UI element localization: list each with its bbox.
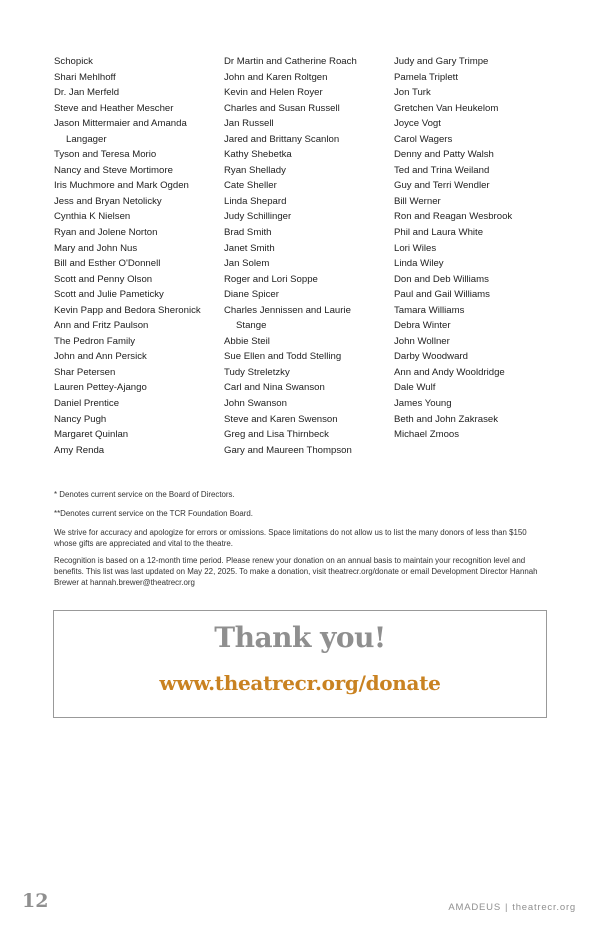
donor-name: [224, 303, 392, 334]
donor-name-line: Brad Smith: [224, 227, 272, 239]
donor-name: [224, 101, 392, 117]
donor-name-line: John and Ann Persick: [54, 351, 147, 363]
donor-name: [394, 427, 562, 443]
thank-you-box: [53, 610, 547, 718]
donor-name-line: Shar Petersen: [54, 366, 116, 378]
donor-name-line: John Wollner: [394, 335, 450, 347]
donor-name: [54, 349, 222, 365]
site-link[interactable]: theatrecr.org: [512, 902, 576, 913]
donor-name: [54, 318, 222, 334]
donor-name-line: Judy and Gary Trimpe: [394, 56, 489, 67]
donor-name: [224, 147, 392, 163]
donor-name-line: Charles Jennissen and Laurie: [224, 304, 351, 316]
donate-link[interactable]: www.theatrecr.org/donate: [159, 671, 441, 695]
donor-name: [54, 147, 222, 163]
donor-name-line: Paul and Gail Williams: [394, 289, 490, 301]
donor-name-line: Diane Spicer: [224, 289, 279, 301]
donor-name: [224, 209, 392, 225]
donor-name-line: Gary and Maureen Thompson: [224, 444, 352, 456]
donor-name-line: Margaret Quinlan: [54, 429, 129, 441]
recognition-note: Recognition is based on a 12-month time period. Please renew your donation on an annual basis to maintain your recognition level and benefits. This list was last updated on May 22, 2025. To make a donation, visit theatrecr.org/donate or email Development Director Hannah Brewer at hannah.brewer@theatrecr.org: [54, 556, 538, 587]
donor-name: [224, 85, 392, 101]
donor-name: [224, 443, 392, 459]
donor-name: [54, 365, 222, 381]
donor-name-line: Bill Werner: [394, 195, 441, 207]
donor-name-line: Joyce Vogt: [394, 118, 441, 130]
donor-name-continuation: Langager: [66, 133, 107, 145]
donor-name: [54, 287, 222, 303]
donor-name: [54, 163, 222, 179]
donor-name: [224, 380, 392, 396]
donor-name: [54, 272, 222, 288]
donor-name-line: Jan Solem: [224, 258, 270, 270]
donor-name: [54, 101, 222, 117]
donor-name-line: Lauren Pettey-Ajango: [54, 382, 147, 394]
donor-name: [224, 396, 392, 412]
donor-name-line: Jared and Brittany Scanlon: [224, 133, 340, 145]
footnotes: [54, 489, 550, 596]
donor-name: [54, 70, 222, 86]
donor-name-line: Daniel Prentice: [54, 398, 120, 410]
donor-name: [394, 101, 562, 117]
donor-column-1: [54, 54, 222, 458]
donor-name-line: Gretchen Van Heukelom: [394, 102, 499, 114]
running-footer: [448, 902, 576, 913]
donor-name-line: Linda Shepard: [224, 195, 287, 207]
donor-name: [394, 303, 562, 319]
donor-name-line: Tudy Streletzky: [224, 366, 290, 378]
donor-name-line: Lori Wiles: [394, 242, 437, 254]
donor-name: [394, 380, 562, 396]
donor-name: [394, 256, 562, 272]
donor-name-line: Jon Turk: [394, 87, 431, 99]
donor-name-line: Steve and Heather Mescher: [54, 102, 174, 114]
donor-name-line: Ted and Trina Weiland: [394, 164, 490, 176]
donor-name: [394, 194, 562, 210]
donor-name: [54, 443, 222, 459]
donor-name-line: Ryan and Jolene Norton: [54, 227, 158, 239]
donor-name-line: Phil and Laura White: [394, 227, 484, 239]
donor-name: [224, 365, 392, 381]
donor-name-line: Dr Martin and Catherine Roach: [224, 56, 357, 67]
donor-name-line: Scott and Penny Olson: [54, 273, 153, 285]
donor-name: [54, 225, 222, 241]
foundation-footnote: **Denotes current service on the TCR Foundation Board.: [54, 509, 253, 518]
donor-name-line: Steve and Karen Swenson: [224, 413, 338, 425]
donor-name-line: Iris Muchmore and Mark Ogden: [54, 180, 189, 192]
donor-name-line: Beth and John Zakrasek: [394, 413, 498, 425]
donor-name: [54, 178, 222, 194]
donor-name: [224, 70, 392, 86]
donor-name-line: Ann and Fritz Paulson: [54, 320, 149, 332]
donor-name-line: Abbie Steil: [224, 335, 270, 347]
donor-name: [224, 427, 392, 443]
donor-name-line: Cate Sheller: [224, 180, 277, 192]
donor-name-line: Scott and Julie Pameticky: [54, 289, 164, 301]
board-footnote: * Denotes current service on the Board of Directors.: [54, 490, 235, 499]
donor-column-3: [394, 54, 562, 443]
donor-name-line: Carl and Nina Swanson: [224, 382, 325, 394]
donor-name: [224, 178, 392, 194]
donor-name-line: Tamara Williams: [394, 304, 465, 316]
donor-name: [224, 349, 392, 365]
donor-name-line: Jess and Bryan Netolicky: [54, 195, 162, 207]
donor-name: [394, 287, 562, 303]
donor-name: [394, 272, 562, 288]
donor-name-line: Amy Renda: [54, 444, 105, 456]
donor-name-line: Ryan Shellady: [224, 164, 286, 176]
donor-name-line: The Pedron Family: [54, 335, 136, 347]
donor-name: [224, 194, 392, 210]
donor-name: [224, 116, 392, 132]
donor-name: [224, 163, 392, 179]
donor-name-line: Charles and Susan Russell: [224, 102, 340, 114]
donor-name-line: Denny and Patty Walsh: [394, 149, 494, 161]
donor-name-line: Dale Wulf: [394, 382, 436, 394]
donor-name-line: Kathy Shebetka: [224, 149, 292, 161]
donor-name: [54, 380, 222, 396]
donor-name-line: Tyson and Teresa Morio: [54, 149, 157, 161]
donor-name: [54, 412, 222, 428]
accuracy-note: We strive for accuracy and apologize for errors or omissions. Space limitations do not allow us to list the many donors of less than $150 whose gifts are appreciated and vital to the theatre.: [54, 528, 527, 548]
donor-name-line: Bill and Esther O'Donnell: [54, 258, 161, 270]
donor-name: [394, 225, 562, 241]
donor-name: [224, 241, 392, 257]
donor-name: [224, 334, 392, 350]
donor-name-line: Ann and Andy Wooldridge: [394, 366, 505, 378]
donor-name-line: Janet Smith: [224, 242, 275, 254]
donor-name: [394, 116, 562, 132]
donor-name: [394, 147, 562, 163]
donor-name-line: Don and Deb Williams: [394, 273, 489, 285]
donor-name: [394, 241, 562, 257]
donor-name: [224, 287, 392, 303]
donor-name: [224, 132, 392, 148]
donor-name: [394, 85, 562, 101]
donor-name: [224, 54, 392, 70]
donor-name: [394, 132, 562, 148]
donor-name: [54, 194, 222, 210]
donor-name-line: Darby Woodward: [394, 351, 468, 363]
donor-name: [394, 412, 562, 428]
donor-name-line: Nancy and Steve Mortimore: [54, 164, 173, 176]
donor-name: [394, 178, 562, 194]
donor-name-continuation: Stange: [236, 320, 267, 332]
page-number: 12: [22, 890, 49, 912]
donor-name: [54, 209, 222, 225]
donor-name: [394, 54, 562, 70]
donor-name: [54, 303, 222, 319]
show-title: AMADEUS: [448, 902, 501, 913]
donor-name: [394, 209, 562, 225]
donor-name: [54, 427, 222, 443]
donor-name-line: Roger and Lori Soppe: [224, 273, 318, 285]
donor-name: [394, 396, 562, 412]
donor-name-line: John Swanson: [224, 398, 287, 410]
donor-name-line: Dr. Jan Merfeld: [54, 87, 120, 99]
donor-name: [394, 70, 562, 86]
donor-name-line: Jan Russell: [224, 118, 274, 130]
donor-name-line: Guy and Terri Wendler: [394, 180, 490, 192]
footer-separator: |: [504, 902, 509, 913]
donor-name: [394, 318, 562, 334]
donor-name: [394, 163, 562, 179]
donor-name-line: James Young: [394, 398, 452, 410]
donor-name-line: Kevin Papp and Bedora Sheronick: [54, 304, 201, 316]
donor-name-line: Kevin and Helen Royer: [224, 87, 323, 99]
donor-name-line: Greg and Lisa Thirnbeck: [224, 429, 329, 441]
donor-name-line: Michael Zmoos: [394, 429, 460, 441]
donor-name: [394, 334, 562, 350]
donor-name-line: Debra Winter: [394, 320, 451, 332]
donor-name: [54, 241, 222, 257]
donor-name: [54, 85, 222, 101]
donor-name: [394, 349, 562, 365]
donor-name-line: John and Karen Roltgen: [224, 71, 328, 83]
donor-name: [54, 116, 222, 147]
donor-name-line: Linda Wiley: [394, 258, 444, 270]
donor-name: [54, 334, 222, 350]
thank-you-heading: Thank you!: [214, 621, 386, 654]
donor-name-line: Mary and John Nus: [54, 242, 138, 254]
donor-name-line: Carol Wagers: [394, 133, 453, 145]
donor-name: [224, 225, 392, 241]
donor-name-line: Judy Schillinger: [224, 211, 292, 223]
donor-name-line: Shari Mehlhoff: [54, 71, 116, 83]
donor-name: [224, 412, 392, 428]
donor-column-2: [224, 54, 392, 458]
donor-name-line: Schopick: [54, 56, 93, 67]
donor-name: [54, 54, 222, 70]
donor-name: [54, 396, 222, 412]
donor-name: [54, 256, 222, 272]
donor-name-line: Nancy Pugh: [54, 413, 107, 425]
donor-name-line: Jason Mittermaier and Amanda: [54, 118, 187, 130]
donor-name: [394, 365, 562, 381]
donor-name-line: Cynthia K Nielsen: [54, 211, 131, 223]
donor-name: [224, 256, 392, 272]
donor-name-line: Pamela Triplett: [394, 71, 458, 83]
donor-name-line: Sue Ellen and Todd Stelling: [224, 351, 342, 363]
donor-name-line: Ron and Reagan Wesbrook: [394, 211, 513, 223]
donor-name: [224, 272, 392, 288]
